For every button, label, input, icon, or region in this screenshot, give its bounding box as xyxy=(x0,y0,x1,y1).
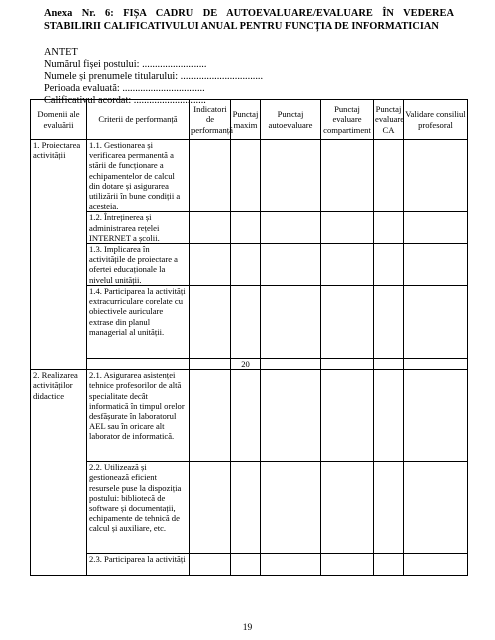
self-evaluation-cell xyxy=(261,140,321,212)
max-points-cell xyxy=(231,286,261,359)
criterion-cell: 2.2. Utilizează și gestionează eficient resursele puse la dispoziția postului: bibliotecă de software și documentații, echipamente de tehnică de calcul și auxiliare, etc. xyxy=(87,462,190,554)
criterion-cell xyxy=(87,359,190,370)
ca-evaluation-cell xyxy=(374,140,404,212)
table-row xyxy=(31,212,468,244)
max-points-cell xyxy=(231,462,261,554)
max-points-cell xyxy=(231,244,261,286)
max-points-total: 20 xyxy=(231,359,261,370)
column-header-domains: Domenii ale evaluării xyxy=(31,100,87,140)
indicator-cell xyxy=(190,462,231,554)
field-evaluated-period: Perioada evaluată: ................................ xyxy=(44,83,205,94)
column-header-criteria: Criterii de performanță xyxy=(87,100,190,140)
column-header-indicators: Indicatori de performanță xyxy=(190,100,231,140)
self-evaluation-cell xyxy=(261,286,321,359)
department-evaluation-cell xyxy=(321,462,374,554)
indicator-cell xyxy=(190,212,231,244)
criterion-cell: 2.1. Asigurarea asistenței tehnice profesorilor de altă specialitate decât informatică în timpul orelor desfășurate în laboratorul AEL sau în oricare alt laborator de informatică. xyxy=(87,370,190,462)
indicator-cell xyxy=(190,370,231,462)
max-points-cell xyxy=(231,212,261,244)
board-validation-cell xyxy=(404,212,468,244)
self-evaluation-cell xyxy=(261,370,321,462)
column-header-department-evaluation: Punctaj evaluare compartiment xyxy=(321,100,374,140)
indicator-cell xyxy=(190,244,231,286)
board-validation-cell xyxy=(404,370,468,462)
department-evaluation-cell xyxy=(321,370,374,462)
ca-evaluation-cell xyxy=(374,370,404,462)
ca-evaluation-cell xyxy=(374,554,404,576)
table-row xyxy=(31,244,468,286)
ca-evaluation-cell xyxy=(374,212,404,244)
criterion-cell: 1.4. Participarea la activități extracurriculare corelate cu obiectivele auriculare extrase din planul managerial al unității. xyxy=(87,286,190,359)
field-holder-name: Numele și prenumele titularului: ................................ xyxy=(44,71,264,82)
criterion-cell: 1.2. Întreținerea și administrarea rețelei INTERNET a școlii. xyxy=(87,212,190,244)
department-evaluation-cell xyxy=(321,140,374,212)
board-validation-cell xyxy=(404,286,468,359)
self-evaluation-cell xyxy=(261,212,321,244)
antet-label: ANTET xyxy=(44,47,78,58)
field-job-sheet-number: Numărul fișei postului: ......................... xyxy=(44,59,207,70)
ca-evaluation-cell xyxy=(374,286,404,359)
board-validation-cell xyxy=(404,554,468,576)
table-row xyxy=(31,370,468,462)
column-header-max-points: Punctaj maxim xyxy=(231,100,261,140)
table-row xyxy=(31,462,468,554)
column-header-self-evaluation: Punctaj autoevaluare xyxy=(261,100,321,140)
board-validation-cell xyxy=(404,359,468,370)
department-evaluation-cell xyxy=(321,244,374,286)
department-evaluation-cell xyxy=(321,212,374,244)
page-number: 19 xyxy=(242,623,253,633)
self-evaluation-cell xyxy=(261,359,321,370)
self-evaluation-cell xyxy=(261,554,321,576)
evaluation-table xyxy=(30,99,468,576)
department-evaluation-cell xyxy=(321,554,374,576)
department-evaluation-cell xyxy=(321,286,374,359)
board-validation-cell xyxy=(404,462,468,554)
department-evaluation-cell xyxy=(321,359,374,370)
max-points-cell xyxy=(231,370,261,462)
ca-evaluation-cell xyxy=(374,244,404,286)
indicator-cell xyxy=(190,286,231,359)
document-title: Anexa Nr. 6: FIȘA CADRU DE AUTOEVALUARE/EVALUARE ÎN VEDEREA STABILIRII CALIFICATIVULUI ANUAL PENTRU FUNCȚIA DE INFORMATICIAN xyxy=(44,8,454,32)
indicator-cell xyxy=(190,140,231,212)
table-row xyxy=(31,140,468,212)
criterion-cell: 1.3. Implicarea în activitățile de proiectare a ofertei educaționale la nivelul unității. xyxy=(87,244,190,286)
field-awarded-rating: Calificativul acordat: ............................ xyxy=(44,95,206,106)
column-header-ca-evaluation: Punctaj evaluare CA xyxy=(374,100,404,140)
board-validation-cell xyxy=(404,244,468,286)
max-points-cell xyxy=(231,140,261,212)
table-row xyxy=(31,286,468,359)
header-row xyxy=(31,100,468,140)
board-validation-cell xyxy=(404,140,468,212)
criterion-cell: 2.3. Participarea la activități xyxy=(87,554,190,576)
self-evaluation-cell xyxy=(261,462,321,554)
domain-cell: 2. Realizarea activităților didactice xyxy=(31,370,87,576)
indicator-cell xyxy=(190,554,231,576)
ca-evaluation-cell xyxy=(374,462,404,554)
self-evaluation-cell xyxy=(261,244,321,286)
table-row-total xyxy=(31,359,468,370)
max-points-cell xyxy=(231,554,261,576)
criterion-cell: 1.1. Gestionarea și verificarea permanentă a stării de funcționare a echipamentelor de calcul din dotare și asigurarea utilizării în bune condiții a acesteia. xyxy=(87,140,190,212)
table-row xyxy=(31,554,468,576)
ca-evaluation-cell xyxy=(374,359,404,370)
indicator-cell xyxy=(190,359,231,370)
domain-cell: 1. Proiectarea activității xyxy=(31,140,87,370)
column-header-board-validation: Validare consiliul profesoral xyxy=(404,100,468,140)
